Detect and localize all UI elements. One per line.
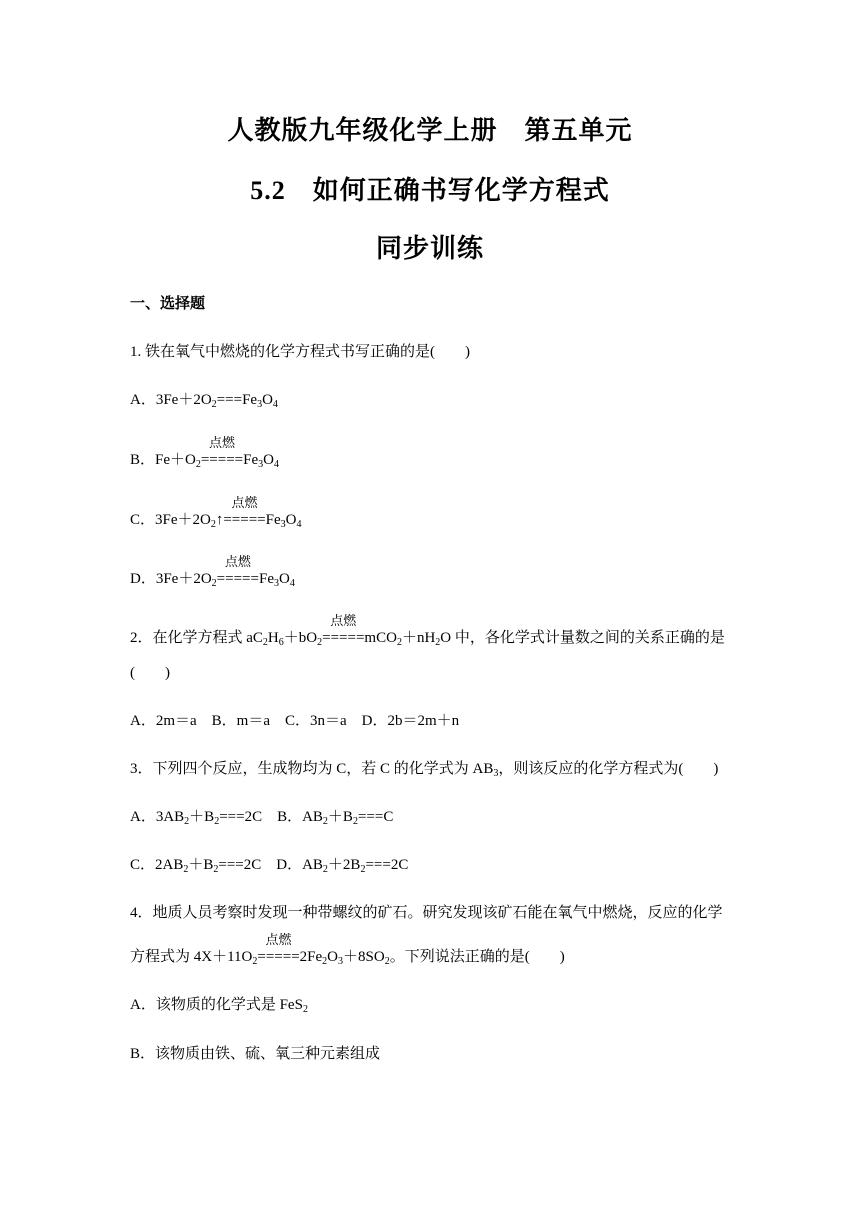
reaction-condition-arrow: 点燃 ===== bbox=[257, 932, 300, 965]
question-4-stem-line-2: 方程式为 $4X+11O_2$ 点燃 $=====2Fe_2O_3+8SO_2$。下列说法正确的是( ) bbox=[130, 932, 565, 967]
question-3-options-row-2: C．$2AB_2+B_2===2C$ D．$AB_2+2B_2===2C$ bbox=[130, 857, 409, 875]
question-1-option-a: A．$3Fe+2O_2===Fe_3O_4$ bbox=[130, 392, 278, 410]
question-1-stem: 1. 铁在氧气中燃烧的化学方程式书写正确的是( ) bbox=[130, 344, 470, 360]
question-4-option-a: A．该物质的化学式是 FeS$_2$ bbox=[130, 997, 308, 1015]
reaction-condition-arrow: 点燃 ===== bbox=[223, 495, 266, 528]
question-3-options-row-1: A．$3AB_2+B_2===2C$ B．$AB_2+B_2===C$ bbox=[130, 809, 394, 827]
question-1-option-c: C．$3Fe+2O_2↑$ 点燃 $=====Fe_3O_4$ bbox=[130, 495, 302, 530]
reaction-condition-arrow: 点燃 ===== bbox=[216, 554, 259, 587]
reaction-condition-arrow: 点燃 ===== bbox=[322, 613, 365, 646]
question-2-options: A．2m＝a B．m＝a C．3n＝a D．2b＝2m＋n bbox=[130, 713, 460, 729]
lesson-title: 5.2 如何正确书写化学方程式 bbox=[250, 176, 610, 205]
question-4-stem-line-1: 4．地质人员考察时发现一种带螺纹的矿石。研究发现该矿石能在氧气中燃烧，反应的化学 bbox=[130, 905, 723, 921]
question-2-stem: 2．在化学方程式 $aC_2H_6+bO_2$ 点燃 $=====mCO_2+nH_2O$ 中，各化学式计量数之间的关系正确的是 bbox=[130, 613, 725, 648]
question-2-paren: ( ) bbox=[130, 665, 170, 681]
reaction-condition-arrow: 点燃 ===== bbox=[200, 435, 244, 468]
question-1-option-d: D．$3Fe+2O_2$ 点燃 $=====Fe_3O_4$ bbox=[130, 554, 295, 589]
section-heading: 一、选择题 bbox=[130, 296, 206, 312]
lesson-subtitle: 同步训练 bbox=[375, 234, 484, 263]
question-4-option-b: B．该物质由铁、硫、氧三种元素组成 bbox=[130, 1046, 381, 1062]
question-1-option-b: B．$Fe+O_2$ 点燃 $=====Fe_3O_4$ bbox=[130, 435, 279, 470]
question-3-stem: 3．下列四个反应，生成物均为 C，若 C 的化学式为 $AB_3$，则该反应的化学方程式为( ) bbox=[130, 761, 719, 779]
page-title: 人教版九年级化学上册 第五单元 bbox=[227, 116, 633, 145]
